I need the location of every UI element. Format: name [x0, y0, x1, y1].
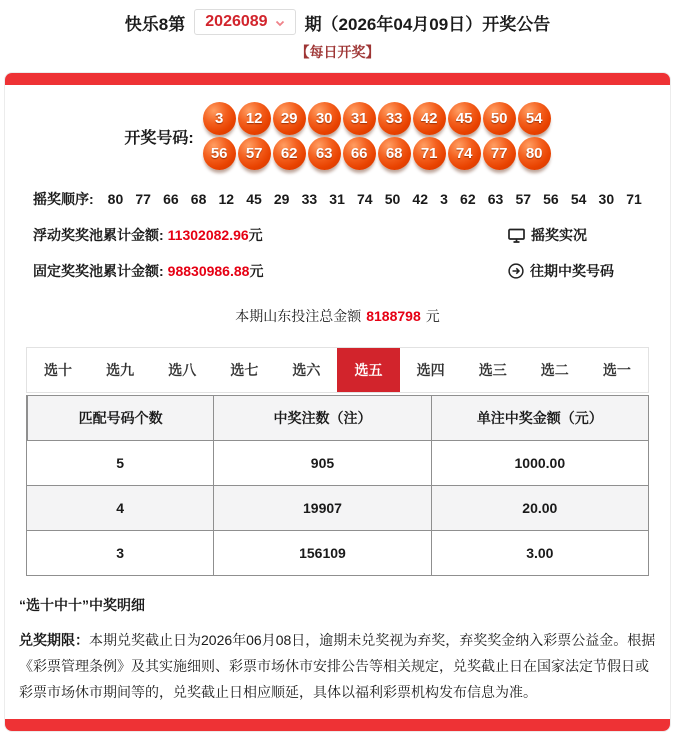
lottery-ball: 80 — [518, 137, 551, 170]
floating-pool-row — [5, 225, 670, 245]
draw-order-number: 68 — [190, 191, 207, 207]
draw-order-label: 摇奖顺序: — [33, 191, 94, 207]
prize-tab-label: 选四 — [416, 362, 445, 378]
draw-order-row — [5, 189, 670, 209]
prize-table-body — [27, 440, 648, 575]
draw-order-number: 3 — [440, 191, 448, 207]
draw-order-number: 45 — [246, 191, 262, 207]
prize-table-header-cell: 单注中奖金额（元） — [431, 396, 648, 440]
draw-order-number: 42 — [412, 191, 428, 207]
live-draw-link[interactable] — [508, 225, 642, 245]
cell-match-count: 5 — [116, 455, 125, 471]
prize-tab-label: 选五 — [354, 362, 383, 378]
draw-order-number: 50 — [384, 191, 401, 207]
fixed-pool-label: 固定奖奖池累计金额: — [33, 263, 164, 279]
past-winning-numbers-label: 往期中奖号码 — [530, 263, 614, 279]
draw-order-number: 77 — [135, 191, 151, 207]
lottery-ball: 42 — [413, 102, 446, 135]
cell-prize-amount: 1000.00 — [431, 441, 648, 485]
lottery-ball: 31 — [343, 102, 376, 135]
lottery-ball: 33 — [378, 102, 411, 135]
prize-tab[interactable] — [27, 348, 89, 392]
floating-pool-unit: 元 — [248, 227, 263, 243]
lottery-ball: 77 — [483, 137, 516, 170]
prize-tab[interactable] — [337, 348, 399, 392]
lottery-ball: 71 — [413, 137, 446, 170]
draw-order-number: 66 — [163, 191, 179, 207]
fixed-pool — [33, 261, 508, 281]
prize-tab-label: 选七 — [230, 362, 259, 378]
lottery-ball: 74 — [448, 137, 481, 170]
title-suffix: 期（2026年04月09日）开奖公告 — [304, 14, 551, 34]
draw-numbers-section — [5, 85, 670, 170]
draw-order-number: 63 — [487, 191, 504, 207]
deadline-text: 本期兑奖截止日为2026年06月08日，逾期未兑奖视为弃奖，弃奖奖金纳入彩票公益金。根据《彩票管理条例》及其实施细则、彩票市场休市安排公告等相关规定，兑奖截止日在国家法定节假日或彩票市场休市期间等的，兑奖截止日相应顺延，具体以福利彩票机构发布信息为准。 — [19, 632, 656, 700]
draw-order-number: 71 — [626, 191, 642, 207]
lottery-ball: 54 — [518, 102, 551, 135]
fixed-pool-unit: 元 — [249, 263, 264, 279]
past-winning-numbers-link[interactable] — [508, 261, 642, 281]
monitor-icon — [508, 228, 525, 243]
ball-rows — [203, 102, 551, 170]
lottery-ball: 45 — [448, 102, 481, 135]
arrow-circle-right-icon — [508, 263, 524, 279]
prize-tab-label: 选三 — [478, 362, 507, 378]
bottom-red-bar — [5, 719, 670, 731]
bet-total-prefix: 本期山东投注总金额 — [235, 308, 362, 324]
table-row — [27, 485, 648, 530]
prize-table-header — [27, 396, 648, 440]
prize-tab-label: 选十 — [44, 362, 73, 378]
draw-order-number: 33 — [301, 191, 318, 207]
header — [0, 0, 675, 62]
detail-note-title: “选十中十”中奖明细 — [19, 597, 145, 613]
cell-prize-amount: 3.00 — [431, 531, 648, 575]
draw-order-numbers — [108, 191, 642, 207]
cell-prize-amount: 20.00 — [431, 486, 648, 530]
deadline-paragraph — [19, 627, 656, 705]
prize-table-header-cell: 匹配号码个数 — [27, 396, 213, 440]
announcement-box — [4, 72, 671, 732]
title-prefix: 快乐8第 — [124, 14, 186, 34]
live-draw-label: 摇奖实况 — [531, 227, 587, 243]
prize-tab[interactable] — [151, 348, 213, 392]
lottery-ball: 56 — [203, 137, 236, 170]
lottery-ball: 3 — [203, 102, 236, 135]
floating-pool-amount: 11302082.96 — [167, 227, 249, 243]
fixed-pool-amount: 98830986.88 — [167, 263, 250, 279]
floating-pool-label: 浮动奖奖池累计金额: — [33, 227, 164, 243]
ball-row-2 — [203, 137, 551, 170]
cell-match-count: 3 — [116, 545, 125, 561]
prize-tab-label: 选二 — [540, 362, 569, 378]
prize-tab-label: 选九 — [106, 362, 135, 378]
chevron-down-icon — [275, 12, 285, 32]
draw-order-number: 30 — [598, 191, 615, 207]
lottery-ball: 66 — [343, 137, 376, 170]
fixed-pool-row — [5, 261, 670, 281]
draw-order-number: 56 — [543, 191, 559, 207]
prize-tab[interactable] — [586, 348, 648, 392]
lottery-ball: 63 — [308, 137, 341, 170]
ball-row-1 — [203, 102, 551, 135]
lottery-ball: 30 — [308, 102, 341, 135]
draw-order-number: 31 — [329, 191, 345, 207]
cell-winning-bets: 156109 — [213, 531, 430, 575]
issue-number: 2026089 — [205, 13, 268, 30]
cell-match-count: 4 — [116, 500, 125, 516]
lottery-ball: 57 — [238, 137, 271, 170]
prize-tab[interactable] — [275, 348, 337, 392]
subtitle: 【每日开奖】 — [295, 44, 380, 60]
table-row — [27, 530, 648, 575]
lottery-ball: 12 — [238, 102, 271, 135]
draw-order-number: 80 — [107, 191, 124, 207]
prize-tab[interactable] — [462, 348, 524, 392]
draw-order-number: 74 — [357, 191, 373, 207]
cell-winning-bets: 905 — [213, 441, 430, 485]
draw-order-number: 12 — [218, 191, 235, 207]
bet-total — [5, 306, 670, 326]
bet-total-amount: 8188798 — [366, 308, 421, 324]
prize-tab[interactable] — [213, 348, 275, 392]
issue-select[interactable] — [194, 9, 295, 35]
prize-tab[interactable] — [400, 348, 462, 392]
floating-pool — [33, 225, 508, 245]
prize-tab[interactable] — [89, 348, 151, 392]
prize-tab-label: 选六 — [292, 362, 321, 378]
prize-table-header-cell: 中奖注数（注） — [213, 396, 430, 440]
lottery-ball: 68 — [378, 137, 411, 170]
prize-tab-label: 选一 — [602, 362, 631, 378]
bet-total-suffix: 元 — [425, 308, 440, 324]
lottery-ball: 50 — [483, 102, 516, 135]
cell-winning-bets: 19907 — [213, 486, 430, 530]
draw-order-number: 62 — [460, 191, 476, 207]
draw-order-number: 57 — [515, 191, 532, 207]
top-red-bar — [5, 73, 670, 85]
draw-numbers-label: 开奖号码: — [124, 129, 194, 147]
lottery-ball: 29 — [273, 102, 306, 135]
prize-tabs — [26, 347, 649, 393]
prize-tab-label: 选八 — [168, 362, 197, 378]
deadline-label: 兑奖期限： — [19, 632, 89, 648]
draw-order-number: 29 — [273, 191, 290, 207]
prize-tab[interactable] — [524, 348, 586, 392]
lottery-ball: 62 — [273, 137, 306, 170]
draw-order-number: 54 — [570, 191, 587, 207]
prize-table — [26, 395, 649, 576]
page-title — [0, 9, 675, 35]
table-row — [27, 440, 648, 485]
